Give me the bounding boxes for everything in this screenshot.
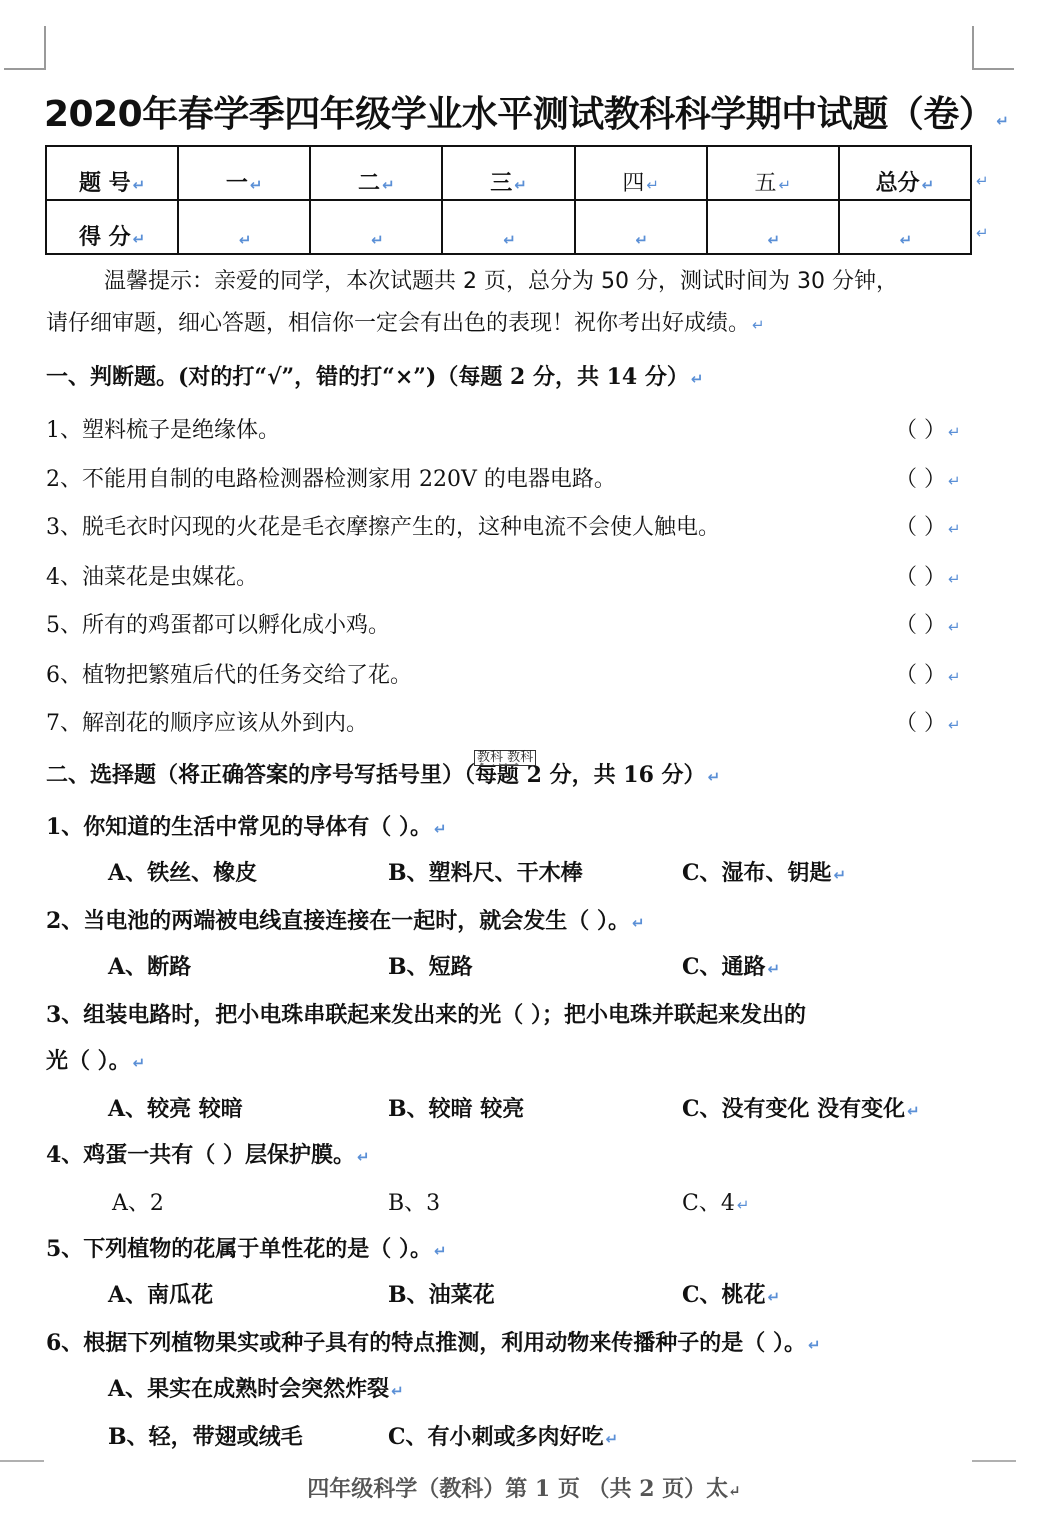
choice-q4-option-c: C、4 ↵: [682, 1191, 750, 1216]
paragraph-mark-icon: ↵: [433, 1242, 447, 1260]
choice-q3-option-a: A、较亮 较暗: [108, 1096, 243, 1122]
paragraph-mark-icon: ↵: [371, 231, 384, 249]
paragraph-mark-icon: ↵: [382, 176, 395, 194]
score-table-header-row: [46, 146, 971, 200]
choice-q1: 1、你知道的生活中常见的导体有（ ）。 ↵: [46, 814, 447, 840]
choice-q6-option-a: A、果实在成熟时会突然炸裂 ↵: [108, 1376, 404, 1402]
section2-heading: 二、选择题（将正确答案的序号写括号里）（每题 2 分，共 16 分） ↵: [46, 762, 721, 788]
answer-bracket: （ ） ↵: [895, 418, 961, 443]
paragraph-mark-icon: ↵: [249, 176, 263, 194]
judge-item-6: 6、植物把繁殖后代的任务交给了花。: [46, 663, 412, 688]
score-table-score-row: [46, 200, 971, 254]
paragraph-mark-icon: ↵: [690, 370, 704, 388]
paragraph-mark-icon: ↵: [921, 176, 935, 194]
choice-q2-option-c: C、通路 ↵: [682, 954, 781, 980]
paragraph-mark-icon: ↵: [132, 1054, 146, 1072]
notice-line-2: 请仔细审题，细心答题，相信你一定会有出色的表现！祝你考出好成绩。 ↵: [46, 311, 765, 336]
answer-bracket: （ ） ↵: [895, 613, 961, 638]
paragraph-mark-icon: ↵: [752, 316, 765, 334]
score-input-cell: [839, 200, 971, 254]
paragraph-mark-icon: ↵: [948, 423, 961, 441]
paragraph-mark-icon: ↵: [976, 172, 989, 190]
score-input-cell: [310, 200, 442, 254]
paragraph-mark-icon: ↵: [646, 176, 659, 194]
paragraph-mark-icon: ↵: [948, 668, 961, 686]
score-table-cell: 三 ↵: [442, 146, 574, 200]
score-table-cell: 一 ↵: [178, 146, 310, 200]
judge-item-7: 7、解剖花的顺序应该从外到内。: [46, 711, 368, 736]
score-input-cell: [442, 200, 574, 254]
judge-item-1: 1、塑料梳子是绝缘体。: [46, 418, 280, 443]
choice-q2-option-a: A、断路: [108, 954, 192, 980]
score-input-cell: [707, 200, 839, 254]
paragraph-mark-icon: ↵: [736, 1196, 750, 1214]
score-table-cell: 四 ↵: [575, 146, 707, 200]
paragraph-mark-icon: ↵: [132, 230, 146, 248]
paragraph-mark-icon: ↵: [356, 1148, 370, 1166]
answer-bracket: （ ） ↵: [895, 565, 961, 590]
paragraph-mark-icon: ↵: [976, 224, 989, 242]
paragraph-mark-icon: ↵: [778, 176, 792, 194]
paragraph-mark-icon: ↵: [132, 176, 146, 194]
answer-bracket: （ ） ↵: [895, 663, 961, 688]
choice-q5: 5、下列植物的花属于单性花的是（ ）。 ↵: [46, 1236, 447, 1262]
judge-item-5: 5、所有的鸡蛋都可以孵化成小鸡。: [46, 613, 390, 638]
choice-q5-option-c: C、桃花 ↵: [682, 1282, 781, 1308]
answer-bracket: （ ） ↵: [895, 467, 961, 492]
paragraph-mark-icon: ↵: [635, 231, 648, 249]
score-table-cell: 五 ↵: [707, 146, 839, 200]
judge-item-3: 3、脱毛衣时闪现的火花是毛衣摩擦产生的，这种电流不会使人触电。: [46, 515, 720, 540]
exam-title: 2020年春学季四年级学业水平测试教科科学期中试题（卷） ↵: [44, 94, 1009, 135]
answer-bracket: （ ） ↵: [895, 711, 961, 736]
score-table: [45, 145, 972, 255]
paragraph-mark-icon: ↵: [948, 472, 961, 490]
paragraph-mark-icon: ↵: [631, 914, 645, 932]
paragraph-mark-icon: ↵: [996, 112, 1009, 130]
page-footer: 四年级科学（教科）第 1 页 （共 2 页）太↵: [307, 1476, 741, 1502]
choice-q4: 4、鸡蛋一共有（ ）层保护膜。 ↵: [46, 1142, 370, 1168]
paragraph-mark-icon: ↵: [767, 960, 781, 978]
choice-q3-continued: 光（ ）。 ↵: [46, 1048, 146, 1074]
judge-item-4: 4、油菜花是虫媒花。: [46, 565, 258, 590]
choice-q1-option-b: B、塑料尺、干木棒: [388, 860, 583, 886]
notice-line-1: 温馨提示：亲爱的同学，本次试题共 2 页，总分为 50 分，测试时间为 30 分钟，: [104, 269, 898, 294]
paragraph-mark-icon: ↵: [948, 520, 961, 538]
section1-heading: 一、判断题。(对的打“√”，错的打“×”)（每题 2 分，共 14 分） ↵: [46, 364, 704, 390]
paragraph-mark-icon: ↵: [948, 570, 961, 588]
judge-item-2: 2、不能用自制的电路检测器检测家用 220V 的电器电路。: [46, 467, 616, 492]
paragraph-mark-icon: ↵: [899, 231, 913, 249]
paragraph-mark-icon: ↵: [433, 820, 447, 838]
choice-q3-option-b: B、较暗 较亮: [388, 1096, 525, 1122]
margin-line-bottom-right: [972, 1460, 1016, 1462]
choice-q5-option-a: A、南瓜花: [108, 1282, 214, 1308]
score-table-cell: 二 ↵: [310, 146, 442, 200]
answer-bracket: （ ） ↵: [895, 515, 961, 540]
choice-q5-option-b: B、油菜花: [388, 1282, 495, 1308]
choice-q3-option-c: C、没有变化 没有变化 ↵: [682, 1096, 920, 1122]
paragraph-mark-icon: ↵: [728, 1482, 741, 1500]
paragraph-mark-icon: ↵: [907, 1102, 920, 1120]
watermark-stamp: 教科 教科: [474, 750, 536, 766]
choice-q4-option-a: A、2: [112, 1191, 164, 1216]
choice-q4-option-b: B、3: [388, 1191, 441, 1216]
paragraph-mark-icon: ↵: [514, 176, 527, 194]
score-table-cell: 总分 ↵: [839, 146, 971, 200]
paragraph-mark-icon: ↵: [807, 1336, 821, 1354]
choice-q6-option-b: B、轻，带翅或绒毛: [108, 1424, 303, 1450]
choice-q6: 6、根据下列植物果实或种子具有的特点推测，利用动物来传播种子的是（ ）。 ↵: [46, 1330, 821, 1356]
choice-q1-option-c: C、湿布、钥匙 ↵: [682, 860, 847, 886]
paragraph-mark-icon: ↵: [833, 866, 847, 884]
choice-q2: 2、当电池的两端被电线直接连接在一起时，就会发生（ ）。 ↵: [46, 908, 645, 934]
corner-mark-top-right: [972, 26, 1014, 70]
choice-q1-option-a: A、铁丝、橡皮: [108, 860, 258, 886]
paragraph-mark-icon: ↵: [767, 231, 781, 249]
corner-mark-top-left: [4, 26, 46, 70]
choice-q3: 3、组装电路时，把小电珠串联起来发出来的光（ ）；把小电珠并联起来发出的: [46, 1002, 806, 1028]
score-input-cell: [178, 200, 310, 254]
paragraph-mark-icon: ↵: [707, 768, 721, 786]
choice-q2-option-b: B、短路: [388, 954, 473, 980]
score-input-cell: [575, 200, 707, 254]
score-table-cell: 得 分 ↵: [46, 200, 178, 254]
paragraph-mark-icon: ↵: [767, 1288, 781, 1306]
paragraph-mark-icon: ↵: [605, 1430, 619, 1448]
paragraph-mark-icon: ↵: [238, 231, 252, 249]
paragraph-mark-icon: ↵: [503, 231, 516, 249]
score-table-cell: 题 号 ↵: [46, 146, 178, 200]
paragraph-mark-icon: ↵: [948, 618, 961, 636]
choice-q6-option-c: C、有小刺或多肉好吃 ↵: [388, 1424, 619, 1450]
margin-line-bottom-left: [0, 1460, 44, 1462]
paragraph-mark-icon: ↵: [948, 716, 961, 734]
paragraph-mark-icon: ↵: [391, 1382, 404, 1400]
